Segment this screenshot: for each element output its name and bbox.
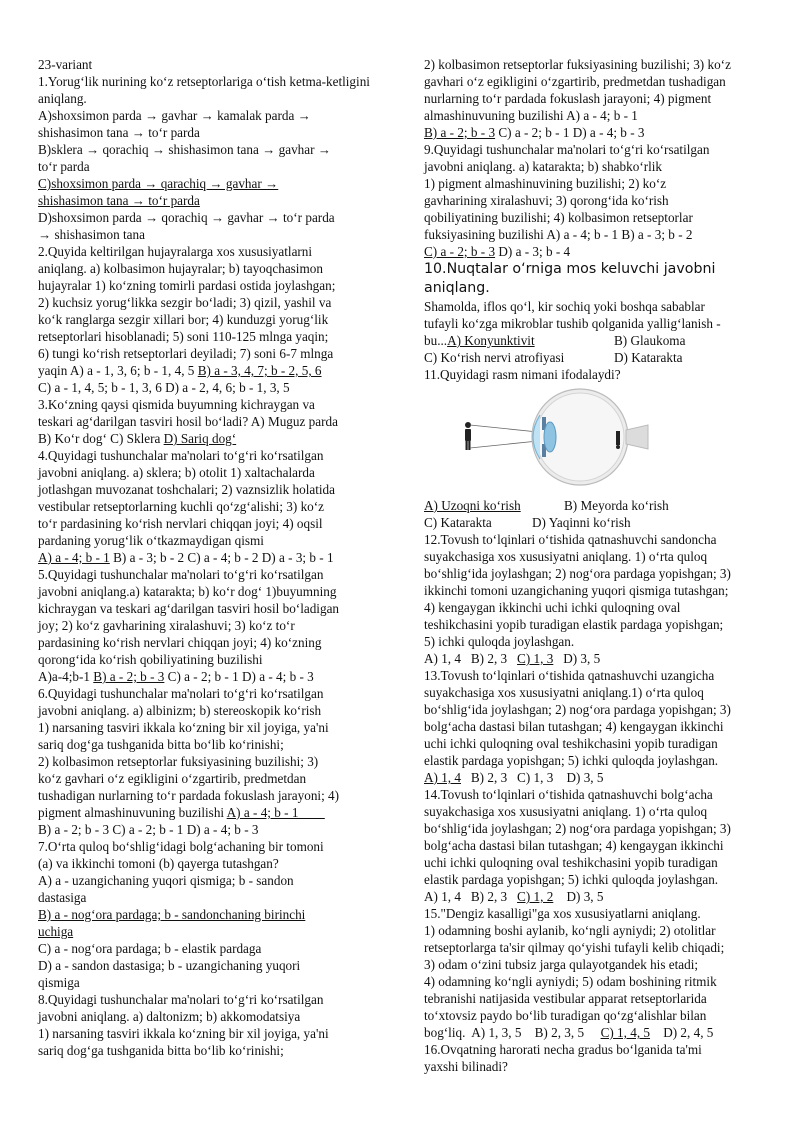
question-text: teshikchasini yopib turadigan elastik pardaga yopishgan; [424, 617, 724, 632]
option-a: A) a - uzangichaning yuqori qismiga; b - sandon [38, 873, 294, 888]
option-b-correct: B) a - 3, 4, 7; b - 2, 5, 6 [197, 363, 322, 378]
question-text: bu... [424, 333, 448, 348]
option-d: D) 3, 5 [553, 889, 604, 904]
question-text: 6) tungi ko‘rish retseptorlari deyiladi; 7) soni 6-7 mlnga [38, 346, 334, 361]
question-15 [424, 905, 774, 1041]
option-c-correct-cont: shishasimon tana → to‘r parda [38, 193, 200, 208]
question-text: 14.Tovush to‘lqinlari o‘tishida qatnashuvchi bolg‘acha [424, 787, 713, 802]
question-text: qorong‘ida ko‘rish qobiliyatining buzilishi [38, 652, 263, 667]
question-text: nurlarning to‘r pardada fokuslash jarayoni; 4) pigment [424, 91, 712, 106]
options-bcd: B) a - 3; b - 2 C) a - 4; b - 2 D) a - 3; b - 1 [109, 550, 334, 565]
options-line [38, 362, 382, 379]
question-text: retseptorlarga ta'sir qilmay qo‘yishi tufayli kelib chiqadi; [424, 940, 725, 955]
question-text: 2) kolbasimon retseptorlar fuksiyasining buzilishi; 3) [38, 754, 319, 769]
options-bcd: B) 2, 3 C) 1, 3 D) 3, 5 [461, 770, 604, 785]
option-d: D) 3, 5 [553, 651, 601, 666]
options-ab: A) 1, 4 B) 2, 3 [424, 889, 518, 904]
question-text: 11.Quyidagi rasm nimani ifodalaydi? [424, 367, 621, 382]
options-line [38, 668, 382, 685]
option-d-correct: D) Sariq dog‘ [163, 431, 237, 446]
question-text: pardasining ko‘rish nervlari chiqqan joyi; 4) ko‘zning [38, 635, 322, 650]
question-text: pigment almashinuvuning buzilishi [38, 805, 227, 820]
option-b-correct: B) a - nog‘ora pardaga; b - sandonchaning birinchi [38, 907, 306, 922]
option-b-cont: to‘r parda [38, 159, 90, 174]
question-11 [424, 366, 774, 531]
options-line [424, 650, 774, 667]
eye-diagram [460, 385, 650, 491]
question-text: aniqlang. a) kolbasimon hujayralar; b) tayoqchasimon [38, 261, 323, 276]
question-text: suyakchasiga xos xususiyatni aniqlang. 1) o‘rta quloq [424, 549, 708, 564]
question-text: kichraygan va teskari ag‘darilgan tasviri hosil bo‘ladigan [38, 601, 340, 616]
option-b: B) Meyorda ko‘rish [564, 498, 669, 513]
question-text: yaxshi bilinadi? [424, 1059, 508, 1074]
eye-figure [424, 385, 774, 495]
question-text: teskari ag‘darilgan tasviri hosil bo‘ladi? A) Muguz parda [38, 414, 338, 429]
option-d: D) 2, 4, 5 [650, 1025, 714, 1040]
question-text: tufayli ko‘zga mikroblar tushib qolganida yallig‘lanish - [424, 316, 721, 331]
options-line [38, 430, 382, 447]
options-line [38, 549, 382, 566]
question-8 [38, 991, 382, 1059]
option-c-correct: C) 1, 3 [517, 651, 554, 666]
question-9 [424, 141, 774, 260]
lens-shape [544, 422, 556, 452]
left-column [38, 56, 382, 1059]
question-text: vestibular retseptorlarning kuchli qo‘zg‘alishi; 3) ko‘z [38, 499, 325, 514]
question-text: joy; 2) ko‘z gavharining xiralashuvi; 3) ko‘z to‘r [38, 618, 295, 633]
question-text: 1) odamning boshi aylanib, ko‘ngli ayniydi; 2) otolitlar [424, 923, 716, 938]
question-1 [38, 73, 382, 243]
question-text: suyakchasiga xos xususiyatni aniqlang. 1) o‘rta quloq [424, 804, 708, 819]
optic-nerve-shape [626, 425, 648, 449]
options-cd: C) a - 2; b - 1 D) a - 4; b - 3 [164, 669, 314, 684]
question-title-cont: aniqlang. [424, 280, 490, 296]
person-icon [465, 422, 471, 450]
question-text: 8.Quyidagi tushunchalar ma'nolari to‘g‘ri ko‘rsatilgan [38, 992, 324, 1007]
question-text: 3) odam o‘zini tubsiz jarga qulayotgandek his etadi; [424, 957, 699, 972]
option-b-correct: B) a - 2; b - 3 [424, 125, 496, 140]
option-a-cont: shishasimon tana → to‘r parda [38, 125, 200, 140]
question-text: (a) va ikkinchi tomoni (b) qayerga tutashgan? [38, 856, 279, 871]
question-3 [38, 396, 382, 447]
question-10 [424, 260, 774, 366]
question-title: 10.Nuqtalar o‘rniga mos keluvchi javobni [424, 261, 716, 277]
question-text: 6.Quyidagi tushunchalar ma'nolari to‘g‘ri ko‘rsatilgan [38, 686, 324, 701]
question-text: 1) narsaning tasviri ikkala ko‘zning bir xil joyiga, ya'ni [38, 720, 329, 735]
option-c-correct: C) 1, 2 [517, 889, 554, 904]
options-line [424, 124, 774, 141]
options-cd: C) a - 1, 4, 5; b - 1, 3, 6 D) a - 2, 4, 6; b - 1, 3, 5 [38, 380, 290, 395]
question-8-continued [424, 56, 774, 141]
question-text: 15."Dengiz kasalligi"ga xos xususiyatlarni aniqlang. [424, 906, 701, 921]
options-line [424, 332, 774, 349]
question-text: to‘r pardasining ko‘rish nervlari chiqqan joyi; 4) oqsil [38, 516, 323, 531]
question-text: bolg‘acha dastasi bilan tutashgan; 4) kengaygan ikkinchi [424, 838, 724, 853]
question-text: bo‘shlig‘ida joylashgan; 2) nog‘ora pardaga yopishgan; 3) [424, 566, 731, 581]
options-line [424, 497, 774, 514]
option-d: D) Katarakta [614, 350, 683, 365]
options-line [424, 349, 774, 366]
options-cd: C) a - 2; b - 1 D) a - 4; b - 3 [495, 125, 645, 140]
options-line [424, 888, 774, 905]
question-text: bolg‘acha dastasi bilan tutashgan; 4) kengaygan ikkinchi [424, 719, 724, 734]
option-c: C) a - nog‘ora pardaga; b - elastik pardaga [38, 941, 262, 956]
option-a: A)a-4;b-1 [38, 669, 94, 684]
option-a: yaqin A) a - 1, 3, 6; b - 1, 4, 5 [38, 363, 198, 378]
question-text: jotlashgan muvozanat toshchalari; 2) vaznsizlik holatida [38, 482, 335, 497]
options-line [38, 804, 382, 821]
question-2 [38, 243, 382, 396]
option-a-correct: A) a - 4; b - 1 [38, 550, 110, 565]
question-text: to‘xtovsiz paydo bo‘lib turadigan qo‘zg‘alishlar bilan [424, 1008, 707, 1023]
question-text: hujayralar 1) ko‘zning tomirli pardasi ostida joylashgan; [38, 278, 336, 293]
question-text: 3.Ko‘zning qaysi qismida buyumning kichraygan va [38, 397, 315, 412]
option-c-correct: C) a - 2; b - 3 [424, 244, 496, 259]
option-b-correct: B) a - 2; b - 3 [93, 669, 165, 684]
question-text: almashinuvuning buzilishi A) a - 4; b - 1 [424, 108, 638, 123]
question-text: javobni aniqlang.a) katarakta; b) ko‘r dog‘ 1)buyumning [38, 584, 337, 599]
question-text: javobni aniqlang. a) albinizm; b) stereoskopik ko‘rish [38, 703, 322, 718]
option-d-cont: qismiga [38, 975, 80, 990]
option-d-cont: → shishasimon tana [38, 227, 145, 242]
question-text: uchi ichki quloqning oval teshikchasini yopib turadigan [424, 736, 718, 751]
question-text: ko‘k ranglarga sezgir xillari bor; 4) kunduzgi yorug‘lik [38, 312, 329, 327]
option-c-correct: C) 1, 4, 5 [600, 1025, 651, 1040]
question-text: 13.Tovush to‘lqinlari o‘tishida qatnashuvchi uzangicha [424, 668, 715, 683]
option-d: D) a - sandon dastasiga; b - uzangichaning yuqori [38, 958, 301, 973]
question-text: 5) ichki quloqda joylashgan. [424, 634, 575, 649]
question-text: Shamolda, iflos qo‘l, kir sochiq yoki boshqa sabablar [424, 299, 705, 314]
question-text: javobni aniqlang. a) katarakta; b) shabko‘rlik [424, 159, 663, 174]
question-text: gavhari o‘z egikligini o‘zgartirib, predmetdan tushadigan [424, 74, 726, 89]
question-text: 12.Tovush to‘lqinlari o‘tishida qatnashuvchi sandoncha [424, 532, 717, 547]
question-6 [38, 685, 382, 838]
question-text: sariq dog‘ga tushganida bitta bo‘lib ko‘rinishi; [38, 1043, 284, 1058]
option-b-correct-cont: uchiga [38, 924, 74, 939]
question-text: bo‘shlig‘ida joylashgan; 2) nog‘ora pardaga yopishgan; 3) [424, 702, 731, 717]
option-b: B)sklera → qorachiq → shishasimon tana → gavhar → [38, 142, 331, 157]
options-ab: bog‘liq. A) 1, 3, 5 B) 2, 3, 5 [424, 1025, 601, 1040]
question-text: sariq dog‘ga tushganida bitta bo‘lib ko‘rinishi; [38, 737, 284, 752]
option-a-correct: A) a - 4; b - 1 [226, 805, 325, 820]
question-text: 5.Quyidagi tushunchalar ma'nolari to‘g‘ri ko‘rsatilgan [38, 567, 324, 582]
option-a-correct: A) 1, 4 [424, 770, 461, 785]
option-a-cont: dastasiga [38, 890, 87, 905]
question-16 [424, 1041, 774, 1075]
question-text: ko‘z gavhari o‘z egikligini o‘zgartirib, predmetdan [38, 771, 307, 786]
question-text: bo‘shlig‘ida joylashgan; 2) nog‘ora pardaga yopishgan; 3) [424, 821, 731, 836]
question-text: 4.Quyidagi tushunchalar ma'nolari to‘g‘ri ko‘rsatilgan [38, 448, 324, 463]
question-text: 2.Quyida keltirilgan hujayralarga xos xususiyatlarni [38, 244, 313, 259]
question-4 [38, 447, 382, 566]
question-text: elastik pardaga yopishgan; 5) ichki quloqda joylashgan. [424, 753, 719, 768]
question-text: retseptorlari hisoblanadi; 5) soni 110-125 mlnga yaqin; [38, 329, 329, 344]
question-text: javobni aniqlang. a) sklera; b) otolit 1) xaltachalarda [38, 465, 315, 480]
question-text: 2) kolbasimon retseptorlar fuksiyasining buzilishi; 3) ko‘z [424, 57, 731, 72]
question-text: 4) odamning ko‘ngli ayniydi; 5) odam boshining ritmik [424, 974, 717, 989]
question-text: fuksiyasining buzilishi A) a - 4; b - 1 B) a - 3; b - 2 [424, 227, 693, 242]
variant-title: 23-variant [38, 57, 93, 72]
question-text: suyakchasiga xos xususiyatni aniqlang.1) o‘rta quloq [424, 685, 704, 700]
question-text: 1) narsaning tasviri ikkala ko‘zning bir xil joyiga, ya'ni [38, 1026, 329, 1041]
options-bc: B) Ko‘r dog‘ C) Sklera [38, 431, 164, 446]
question-text: 7.O‘rta quloq bo‘shlig‘idagi bolg‘achaning bir tomoni [38, 839, 324, 854]
option-a-correct: A) Konyunktivit [447, 333, 535, 348]
question-12 [424, 531, 774, 667]
question-text: javobni aniqlang. a) daltonizm; b) akkomodatsiya [38, 1009, 301, 1024]
question-text: 1.Yorug‘lik nurining ko‘z retseptorlariga o‘tish ketma-ketligini aniqlang. [38, 74, 370, 106]
question-text: qobiliyatining buzilishi; 4) kolbasimon retseptorlar [424, 210, 693, 225]
options-line [424, 243, 774, 260]
options-ab: A) 1, 4 B) 2, 3 [424, 651, 518, 666]
option-c-correct: C)shoxsimon parda → qarachiq → gavhar → [38, 176, 279, 191]
options-line [424, 514, 774, 531]
question-text: ikkinchi tomoni uzangichaning yuqori qismiga tutashgan; [424, 583, 729, 598]
question-text: 2) kuchsiz yorug‘likka sezgir bo‘ladi; 3) qizil, yashil va [38, 295, 332, 310]
question-text: pardaning yorug‘lik o‘tkazmaydigan qismi [38, 533, 264, 548]
question-5 [38, 566, 382, 685]
option-b: B) Glaukoma [614, 333, 686, 348]
option-a-correct: A) Uzoqni ko‘rish [424, 498, 521, 513]
question-text: gavharining xiralashuvi; 3) qorong‘ida ko‘rish [424, 193, 669, 208]
option-d: D)shoxsimon parda → qorachiq → gavhar → to‘r parda [38, 210, 335, 225]
question-text: tebranishi natijasida vestibular apparat retseptorlarida [424, 991, 707, 1006]
option-d: D) Yaqinni ko‘rish [532, 515, 631, 530]
options-line [424, 769, 774, 786]
question-7 [38, 838, 382, 991]
retina-image-icon [616, 431, 620, 449]
question-text: uchi ichki quloqning oval teshikchasini yopib turadigan [424, 855, 718, 870]
option-c: C) Katarakta [424, 515, 492, 530]
question-text: 9.Quyidagi tushunchalar ma'nolari to‘g‘ri ko‘rsatilgan [424, 142, 710, 157]
question-text: 16.Ovqatning harorati necha gradus bo‘lganida ta'mi [424, 1042, 702, 1057]
option-c: C) Ko‘rish nervi atrofiyasi [424, 350, 565, 365]
option-d: D) a - 3; b - 4 [495, 244, 571, 259]
question-14 [424, 786, 774, 905]
question-text: tushadigan nurlarning to‘r pardada fokuslash jarayoni; 4) [38, 788, 340, 803]
options-line [424, 1024, 774, 1041]
option-a: A)shoxsimon parda → gavhar → kamalak parda → [38, 108, 311, 123]
right-column [424, 56, 774, 1075]
question-text: elastik pardaga yopishgan; 5) ichki quloqda joylashgan. [424, 872, 719, 887]
question-text: 1) pigment almashinuvining buzilishi; 2) ko‘z [424, 176, 667, 191]
question-13 [424, 667, 774, 786]
options-bcd: B) a - 2; b - 3 C) a - 2; b - 1 D) a - 4; b - 3 [38, 822, 259, 837]
question-text: 4) kengaygan ikkinchi uchi ichki quloqning oval [424, 600, 681, 615]
